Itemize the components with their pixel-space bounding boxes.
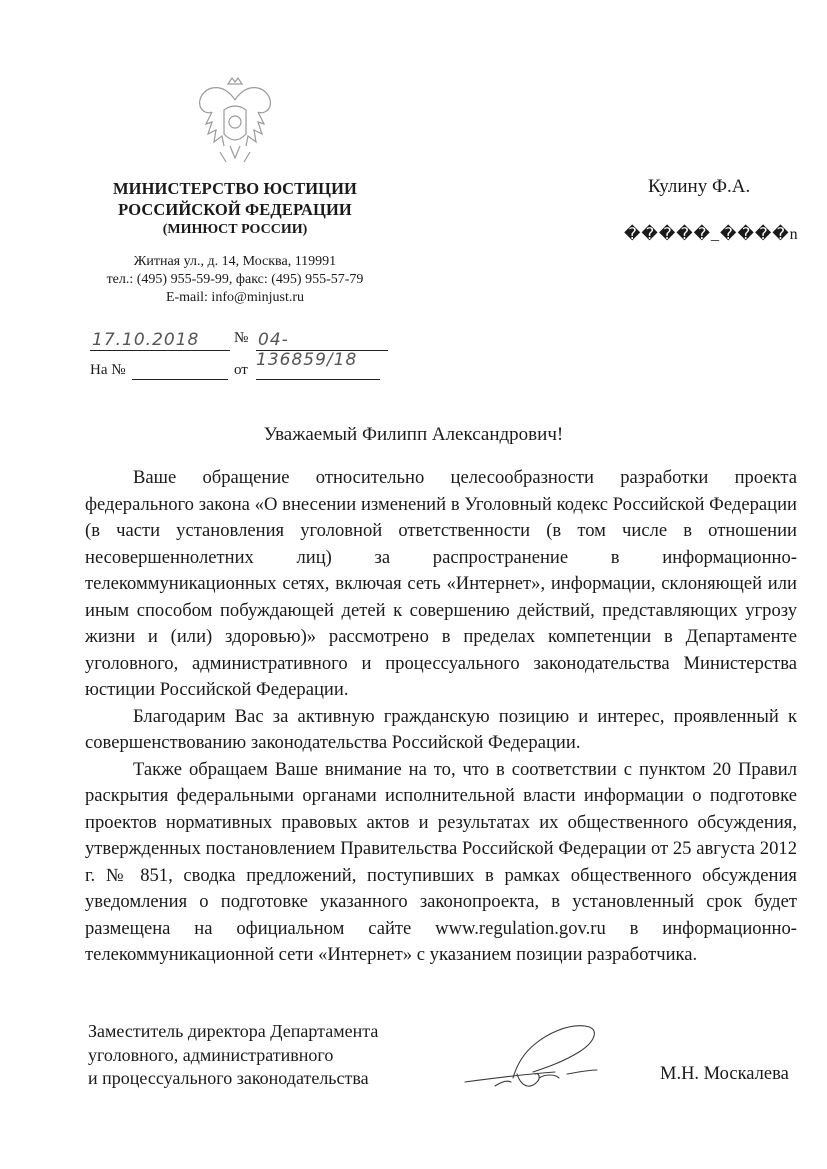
reply-date-field (256, 362, 380, 380)
ministry-name-line1: МИНИСТЕРСТВО ЮСТИЦИИ (112, 179, 357, 198)
outgoing-date: 17.10.2018 (92, 330, 200, 350)
salutation: Уважаемый Филипп Александрович! (263, 424, 564, 445)
handwritten-signature (455, 1016, 625, 1096)
signatory-title (88, 1020, 378, 1091)
outgoing-date-field (90, 330, 230, 351)
body-paragraph: Благодарим Вас за активную гражданскую позицию и интерес, проявленный к совершенствованию законодательства Российской Федерации. (85, 705, 797, 753)
recipient-name: Кулину Ф.А. (648, 176, 751, 197)
address-email: E-mail: info@minjust.ru (165, 290, 305, 305)
coat-of-arms-icon (190, 72, 280, 172)
signatory-title-line2: уголовного, административного (88, 1044, 334, 1065)
ministry-header (90, 178, 380, 240)
ministry-address (80, 253, 390, 307)
address-phone: тел.: (495) 955-59-99, факс: (495) 955-57-79 (106, 272, 364, 287)
body-paragraph: Также обращаем Ваше внимание на то, что в соответствии с пунктом 20 Правил раскрытия федеральными органами исполнительной власти информации о подготовке проектов нормативных правовых актов и результатах их общественного обсуждения, утвержденных постановлением Правительства Российской Федерации от 25 августа 2012 г. № 851, сводка предложений, поступивших в рамках общественного обсуждения уведомления о подготовке указанного законопроекта, в установленный срок будет размещена на официальном сайте www.regulation.gov.ru в информационно-телекоммуникационной сети «Интернет» с указанием позиции разработчика. (85, 758, 797, 965)
outgoing-number: 04-136859/18 (256, 330, 358, 370)
reply-number-label: На № (90, 362, 126, 378)
outgoing-number-field (256, 330, 388, 370)
ministry-short-name: (МИНЮСТ РОССИИ) (162, 222, 308, 237)
address-street: Житная ул., д. 14, Москва, 119991 (133, 254, 337, 269)
reply-date-label: от (234, 362, 248, 378)
recipient-address: �����_����n (624, 226, 799, 243)
signatory-title-line3: и процессуального законодательства (88, 1068, 369, 1088)
body-paragraph: Ваше обращение относительно целесообразности разработки проекта федерального закона «О внесении изменений в Уголовный кодекс Российской Федерации (в части установления уголовной ответственности (в том числе в отношении несовершеннолетних лиц) за распространение в информационно-телекоммуникационных сетях, включая сеть «Интернет», информации, склоняющей или иным способом побуждающей детей к совершению действий, представляющих угрозу жизни и (или) здоровью)» рассмотрено в пределах компетенции в Департаменте уголовного, административного и процессуального законодательства Министерства юстиции Российской Федерации. (85, 467, 797, 700)
signatory-title-line1: Заместитель директора Департамента (88, 1021, 379, 1041)
signatory-name: М.Н. Москалева (660, 1064, 789, 1084)
ministry-name-line2: РОССИЙСКОЙ ФЕДЕРАЦИИ (118, 200, 352, 219)
reply-number-field (132, 362, 228, 380)
number-label: № (234, 330, 249, 346)
letter-body (85, 465, 797, 969)
